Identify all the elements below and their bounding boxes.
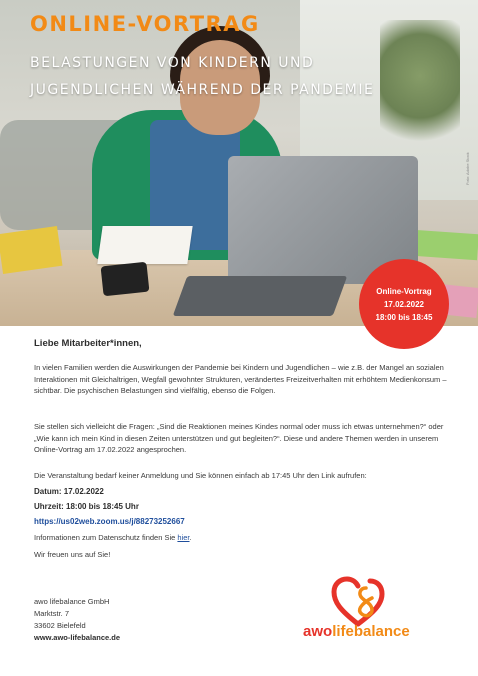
paragraph-intro: In vielen Familien werden die Auswirkungen der Pandemie bei Kindern und Jugendlichen – wie z.B. der Mangel an sozialen Interaktionen mit Gleichaltrigen, Wegfall gewohnter Strukturen, verändertes Freizeitverhalten mit erhöhtem Medienkonsum – sichtbar. Die psychischen Belastungen sind vielfältig, ebenso die Folgen. [34,363,447,396]
photo-credit: Foto: Adobe Stock [465,152,470,185]
closing-line: Wir freuen uns auf Sie! [34,550,111,559]
heart-ampersand-icon [330,574,386,630]
privacy-link[interactable]: hier [177,533,190,542]
logo-lifebalance: lifebalance [332,623,410,640]
page-title: ONLINE-VORTRAG [30,12,260,36]
website-link[interactable]: www.awo-lifebalance.de [34,633,120,642]
privacy-end: . [189,533,192,542]
street: Marktstr. 7 [34,609,70,618]
zoom-link[interactable]: https://us02web.zoom.us/j/88273252667 [34,517,185,526]
yellow-folder [0,226,62,274]
page-subtitle-line2: JUGENDLICHEN WÄHREND DER PANDEMIE [30,82,375,98]
event-time: Uhrzeit: 18:00 bis 18:45 Uhr [34,502,139,511]
badge-date: 17.02.2022 [383,299,425,309]
city: 33602 Bielefeld [34,621,86,630]
laptop-keyboard [173,276,348,316]
event-date: Datum: 17.02.2022 [34,487,104,496]
event-badge [359,259,449,349]
greeting: Liebe Mitarbeiter*innen, [34,338,142,349]
privacy-text: Informationen zum Datenschutz finden Sie [34,533,178,542]
page-subtitle-line1: BELASTUNGEN VON KINDERN UND [30,55,315,71]
green-folder [411,230,478,261]
badge-time: 18:00 bis 18:45 [375,312,433,322]
privacy-note [34,533,192,542]
paragraph-questions: Sie stellen sich vielleicht die Fragen: „Sind die Reaktionen meines Kindes normal oder muss ich etwas unternehmen?“ oder „Wie kann ich mein Kind in diesen Zeiten unterstützen und gut begleiten?“. Diese und andere Themen werden in unserem Online-Vortrag am 17.02.2022 angesprochen. [34,422,444,455]
address-block [34,596,120,644]
logo-wordmark [303,623,410,640]
logo-awo: awo [303,623,333,640]
notebook [97,226,192,264]
badge-line1: Online-Vortrag [376,286,432,296]
smartphone [101,262,150,297]
paragraph-registration: Die Veranstaltung bedarf keiner Anmeldung und Sie können einfach ab 17:45 Uhr den Link aufrufen: [34,471,367,480]
company-name: awo lifebalance GmbH [34,597,110,606]
